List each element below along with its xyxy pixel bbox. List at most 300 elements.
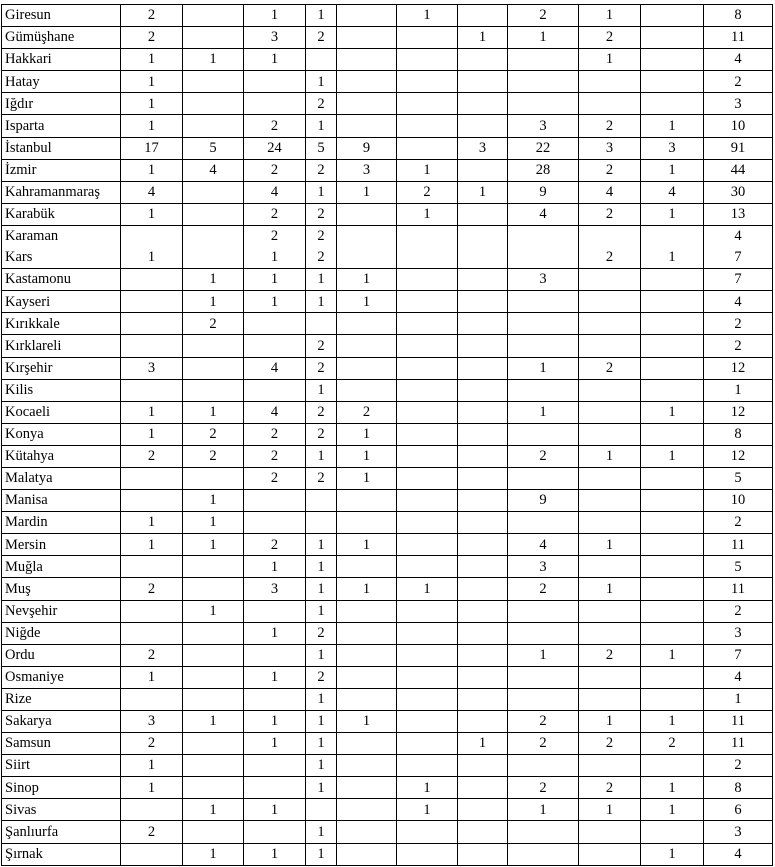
value-cell <box>183 93 244 115</box>
total-cell: 44 <box>704 159 773 181</box>
table-row <box>2 203 773 225</box>
value-cell: 1 <box>579 534 641 556</box>
total-cell: 4 <box>704 843 773 865</box>
value-cell <box>183 181 244 203</box>
province-name-cell: Kırşehir <box>2 357 121 379</box>
value-cell: 2 <box>306 467 337 489</box>
value-cell <box>183 622 244 644</box>
value-cell: 1 <box>244 291 306 313</box>
value-cell: 1 <box>121 401 183 423</box>
value-cell: 1 <box>244 556 306 578</box>
value-cell: 1 <box>641 401 704 423</box>
value-cell: 1 <box>306 600 337 622</box>
value-cell: 4 <box>183 159 244 181</box>
value-cell: 1 <box>244 799 306 821</box>
value-cell: 1 <box>337 269 397 291</box>
value-cell: 1 <box>579 711 641 733</box>
value-cell: 9 <box>337 137 397 159</box>
value-cell: 2 <box>579 203 641 225</box>
value-cell <box>579 467 641 489</box>
value-cell <box>579 225 641 247</box>
value-cell: 1 <box>397 159 458 181</box>
value-cell <box>458 644 508 666</box>
total-cell: 4 <box>704 291 773 313</box>
total-cell: 6 <box>704 799 773 821</box>
value-cell <box>458 335 508 357</box>
value-cell: 2 <box>306 666 337 688</box>
value-cell <box>244 777 306 799</box>
value-cell <box>337 666 397 688</box>
total-cell: 1 <box>704 379 773 401</box>
value-cell: 9 <box>508 490 579 512</box>
value-cell: 2 <box>579 644 641 666</box>
value-cell <box>641 5 704 27</box>
value-cell <box>508 93 579 115</box>
value-cell <box>183 467 244 489</box>
value-cell: 1 <box>306 733 337 755</box>
total-cell: 8 <box>704 423 773 445</box>
value-cell: 4 <box>244 181 306 203</box>
value-cell <box>183 357 244 379</box>
value-cell: 1 <box>244 711 306 733</box>
value-cell <box>337 115 397 137</box>
value-cell <box>244 71 306 93</box>
value-cell <box>183 27 244 49</box>
value-cell <box>337 755 397 777</box>
value-cell <box>579 71 641 93</box>
value-cell: 2 <box>579 733 641 755</box>
value-cell <box>458 843 508 865</box>
table-row <box>2 733 773 755</box>
value-cell <box>458 777 508 799</box>
value-cell <box>397 401 458 423</box>
value-cell: 1 <box>121 49 183 71</box>
value-cell: 2 <box>244 159 306 181</box>
value-cell: 1 <box>183 490 244 512</box>
value-cell: 4 <box>508 534 579 556</box>
value-cell <box>641 225 704 247</box>
value-cell: 1 <box>183 799 244 821</box>
value-cell <box>183 379 244 401</box>
value-cell <box>121 335 183 357</box>
value-cell: 1 <box>458 27 508 49</box>
value-cell <box>458 467 508 489</box>
value-cell: 1 <box>641 777 704 799</box>
value-cell: 1 <box>579 445 641 467</box>
table-row <box>2 379 773 401</box>
total-cell: 13 <box>704 203 773 225</box>
province-name-cell: Hakkari <box>2 49 121 71</box>
table-row <box>2 622 773 644</box>
total-cell: 7 <box>704 644 773 666</box>
value-cell <box>458 622 508 644</box>
value-cell <box>337 490 397 512</box>
value-cell <box>641 27 704 49</box>
value-cell: 2 <box>244 225 306 247</box>
province-name-cell: Osmaniye <box>2 666 121 688</box>
value-cell <box>641 512 704 534</box>
value-cell <box>337 733 397 755</box>
table-row <box>2 423 773 445</box>
value-cell <box>579 291 641 313</box>
value-cell: 1 <box>458 733 508 755</box>
value-cell <box>579 622 641 644</box>
table-row <box>2 71 773 93</box>
value-cell: 1 <box>306 556 337 578</box>
value-cell <box>641 313 704 335</box>
value-cell <box>306 512 337 534</box>
table-row <box>2 600 773 622</box>
value-cell <box>579 666 641 688</box>
value-cell <box>183 777 244 799</box>
value-cell <box>183 821 244 843</box>
value-cell <box>579 401 641 423</box>
value-cell <box>183 225 244 247</box>
value-cell <box>337 821 397 843</box>
value-cell: 1 <box>306 777 337 799</box>
value-cell <box>508 843 579 865</box>
value-cell: 1 <box>244 5 306 27</box>
value-cell <box>183 335 244 357</box>
value-cell: 2 <box>121 644 183 666</box>
value-cell: 2 <box>508 578 579 600</box>
value-cell: 1 <box>121 93 183 115</box>
value-cell: 1 <box>641 247 704 269</box>
value-cell <box>244 490 306 512</box>
value-cell: 3 <box>337 159 397 181</box>
value-cell <box>183 71 244 93</box>
table-row <box>2 181 773 203</box>
value-cell <box>337 622 397 644</box>
value-cell: 4 <box>579 181 641 203</box>
value-cell: 4 <box>508 203 579 225</box>
value-cell <box>397 313 458 335</box>
value-cell: 2 <box>306 159 337 181</box>
value-cell <box>579 600 641 622</box>
value-cell <box>244 512 306 534</box>
value-cell: 2 <box>306 622 337 644</box>
value-cell <box>397 247 458 269</box>
value-cell <box>641 93 704 115</box>
value-cell: 1 <box>641 159 704 181</box>
province-name-cell: Gümüşhane <box>2 27 121 49</box>
value-cell <box>579 335 641 357</box>
value-cell <box>337 71 397 93</box>
value-cell <box>508 512 579 534</box>
value-cell: 1 <box>121 755 183 777</box>
total-cell: 10 <box>704 490 773 512</box>
value-cell: 1 <box>183 711 244 733</box>
province-name-cell: Kütahya <box>2 445 121 467</box>
value-cell <box>244 600 306 622</box>
value-cell <box>183 755 244 777</box>
value-cell: 2 <box>183 313 244 335</box>
total-cell: 12 <box>704 401 773 423</box>
value-cell <box>458 556 508 578</box>
value-cell <box>458 203 508 225</box>
value-cell <box>458 578 508 600</box>
value-cell <box>641 379 704 401</box>
value-cell: 2 <box>121 733 183 755</box>
province-name-cell: Iğdır <box>2 93 121 115</box>
table-row <box>2 490 773 512</box>
value-cell <box>183 556 244 578</box>
value-cell <box>337 600 397 622</box>
value-cell <box>641 71 704 93</box>
value-cell <box>641 490 704 512</box>
value-cell: 1 <box>397 799 458 821</box>
value-cell: 1 <box>244 666 306 688</box>
table-row <box>2 291 773 313</box>
value-cell: 2 <box>337 401 397 423</box>
value-cell <box>508 622 579 644</box>
value-cell: 1 <box>244 843 306 865</box>
table-row <box>2 534 773 556</box>
value-cell <box>397 733 458 755</box>
value-cell: 1 <box>641 799 704 821</box>
value-cell <box>121 622 183 644</box>
value-cell: 1 <box>641 644 704 666</box>
value-cell <box>458 600 508 622</box>
value-cell <box>397 512 458 534</box>
total-cell: 4 <box>704 666 773 688</box>
value-cell <box>641 467 704 489</box>
value-cell <box>183 115 244 137</box>
value-cell <box>397 225 458 247</box>
value-cell <box>458 799 508 821</box>
value-cell <box>508 467 579 489</box>
table-row <box>2 556 773 578</box>
value-cell: 3 <box>121 711 183 733</box>
value-cell: 4 <box>121 181 183 203</box>
table-row <box>2 115 773 137</box>
value-cell: 1 <box>244 622 306 644</box>
value-cell: 2 <box>508 5 579 27</box>
value-cell: 1 <box>306 269 337 291</box>
value-cell: 1 <box>306 843 337 865</box>
table-row <box>2 755 773 777</box>
value-cell <box>397 534 458 556</box>
value-cell <box>397 490 458 512</box>
value-cell <box>641 534 704 556</box>
table-row <box>2 49 773 71</box>
total-cell: 30 <box>704 181 773 203</box>
value-cell <box>183 688 244 710</box>
value-cell <box>397 115 458 137</box>
value-cell <box>337 644 397 666</box>
value-cell <box>508 49 579 71</box>
value-cell <box>244 688 306 710</box>
table-row <box>2 357 773 379</box>
total-cell: 4 <box>704 225 773 247</box>
total-cell: 2 <box>704 512 773 534</box>
value-cell <box>337 512 397 534</box>
value-cell <box>508 666 579 688</box>
value-cell: 4 <box>244 357 306 379</box>
value-cell: 1 <box>337 291 397 313</box>
value-cell <box>458 445 508 467</box>
value-cell <box>641 600 704 622</box>
province-name-cell: Karaman <box>2 225 121 247</box>
value-cell <box>508 600 579 622</box>
province-name-cell: Konya <box>2 423 121 445</box>
value-cell <box>397 556 458 578</box>
total-cell: 8 <box>704 777 773 799</box>
value-cell: 1 <box>183 534 244 556</box>
total-cell: 11 <box>704 711 773 733</box>
value-cell <box>397 93 458 115</box>
value-cell <box>397 467 458 489</box>
value-cell <box>337 843 397 865</box>
value-cell: 1 <box>121 423 183 445</box>
province-name-cell: Sakarya <box>2 711 121 733</box>
value-cell <box>641 335 704 357</box>
value-cell: 2 <box>306 247 337 269</box>
value-cell: 1 <box>306 71 337 93</box>
value-cell: 1 <box>641 203 704 225</box>
value-cell <box>183 578 244 600</box>
value-cell: 2 <box>121 445 183 467</box>
value-cell <box>641 269 704 291</box>
value-cell <box>337 799 397 821</box>
value-cell <box>579 556 641 578</box>
value-cell <box>337 49 397 71</box>
total-cell: 2 <box>704 755 773 777</box>
value-cell <box>397 137 458 159</box>
value-cell <box>183 644 244 666</box>
value-cell: 1 <box>306 115 337 137</box>
table-row <box>2 821 773 843</box>
value-cell: 1 <box>306 644 337 666</box>
province-name-cell: Isparta <box>2 115 121 137</box>
value-cell <box>121 225 183 247</box>
value-cell: 2 <box>121 27 183 49</box>
value-cell <box>337 556 397 578</box>
table-row <box>2 578 773 600</box>
value-cell: 2 <box>121 5 183 27</box>
value-cell: 1 <box>579 49 641 71</box>
value-cell: 1 <box>183 401 244 423</box>
value-cell: 1 <box>641 843 704 865</box>
value-cell: 1 <box>306 181 337 203</box>
total-cell: 3 <box>704 821 773 843</box>
value-cell <box>121 556 183 578</box>
province-name-cell: Şırnak <box>2 843 121 865</box>
province-name-cell: İstanbul <box>2 137 121 159</box>
table-row <box>2 666 773 688</box>
value-cell: 2 <box>306 423 337 445</box>
value-cell: 1 <box>183 49 244 71</box>
value-cell: 1 <box>306 821 337 843</box>
value-cell <box>458 755 508 777</box>
value-cell: 1 <box>397 578 458 600</box>
value-cell: 2 <box>244 115 306 137</box>
value-cell <box>579 843 641 865</box>
table-row <box>2 799 773 821</box>
table-body <box>2 5 773 866</box>
value-cell: 1 <box>337 578 397 600</box>
value-cell: 3 <box>121 357 183 379</box>
value-cell <box>397 379 458 401</box>
table-row <box>2 159 773 181</box>
table-row <box>2 247 773 269</box>
total-cell: 91 <box>704 137 773 159</box>
value-cell <box>244 755 306 777</box>
province-name-cell: Rize <box>2 688 121 710</box>
value-cell: 1 <box>183 600 244 622</box>
value-cell: 5 <box>183 137 244 159</box>
value-cell: 2 <box>121 578 183 600</box>
total-cell: 11 <box>704 27 773 49</box>
value-cell <box>397 666 458 688</box>
province-name-cell: Samsun <box>2 733 121 755</box>
value-cell <box>397 71 458 93</box>
value-cell <box>306 799 337 821</box>
value-cell: 2 <box>306 203 337 225</box>
value-cell <box>508 688 579 710</box>
value-cell: 2 <box>579 27 641 49</box>
value-cell: 1 <box>508 401 579 423</box>
table-row <box>2 401 773 423</box>
value-cell <box>121 313 183 335</box>
total-cell: 7 <box>704 247 773 269</box>
value-cell <box>508 225 579 247</box>
value-cell: 2 <box>579 115 641 137</box>
value-cell <box>458 71 508 93</box>
value-cell <box>121 379 183 401</box>
value-cell <box>121 799 183 821</box>
total-cell: 11 <box>704 733 773 755</box>
table-row <box>2 137 773 159</box>
value-cell: 1 <box>641 711 704 733</box>
value-cell <box>458 247 508 269</box>
total-cell: 5 <box>704 467 773 489</box>
value-cell <box>458 512 508 534</box>
total-cell: 7 <box>704 269 773 291</box>
province-name-cell: Sivas <box>2 799 121 821</box>
value-cell: 1 <box>579 5 641 27</box>
value-cell: 4 <box>641 181 704 203</box>
value-cell <box>579 269 641 291</box>
total-cell: 10 <box>704 115 773 137</box>
value-cell: 2 <box>306 357 337 379</box>
value-cell <box>121 467 183 489</box>
value-cell <box>579 512 641 534</box>
table-row <box>2 93 773 115</box>
value-cell <box>337 247 397 269</box>
value-cell: 3 <box>508 269 579 291</box>
value-cell: 24 <box>244 137 306 159</box>
value-cell: 2 <box>306 401 337 423</box>
value-cell <box>244 313 306 335</box>
value-cell: 2 <box>306 93 337 115</box>
value-cell <box>183 5 244 27</box>
value-cell <box>337 777 397 799</box>
value-cell <box>641 556 704 578</box>
value-cell <box>337 357 397 379</box>
value-cell: 1 <box>641 115 704 137</box>
province-table <box>1 4 773 866</box>
value-cell <box>397 843 458 865</box>
province-name-cell: Muğla <box>2 556 121 578</box>
value-cell <box>458 225 508 247</box>
value-cell: 2 <box>183 423 244 445</box>
value-cell: 1 <box>244 49 306 71</box>
value-cell: 1 <box>244 269 306 291</box>
value-cell <box>397 269 458 291</box>
value-cell: 22 <box>508 137 579 159</box>
value-cell <box>579 755 641 777</box>
